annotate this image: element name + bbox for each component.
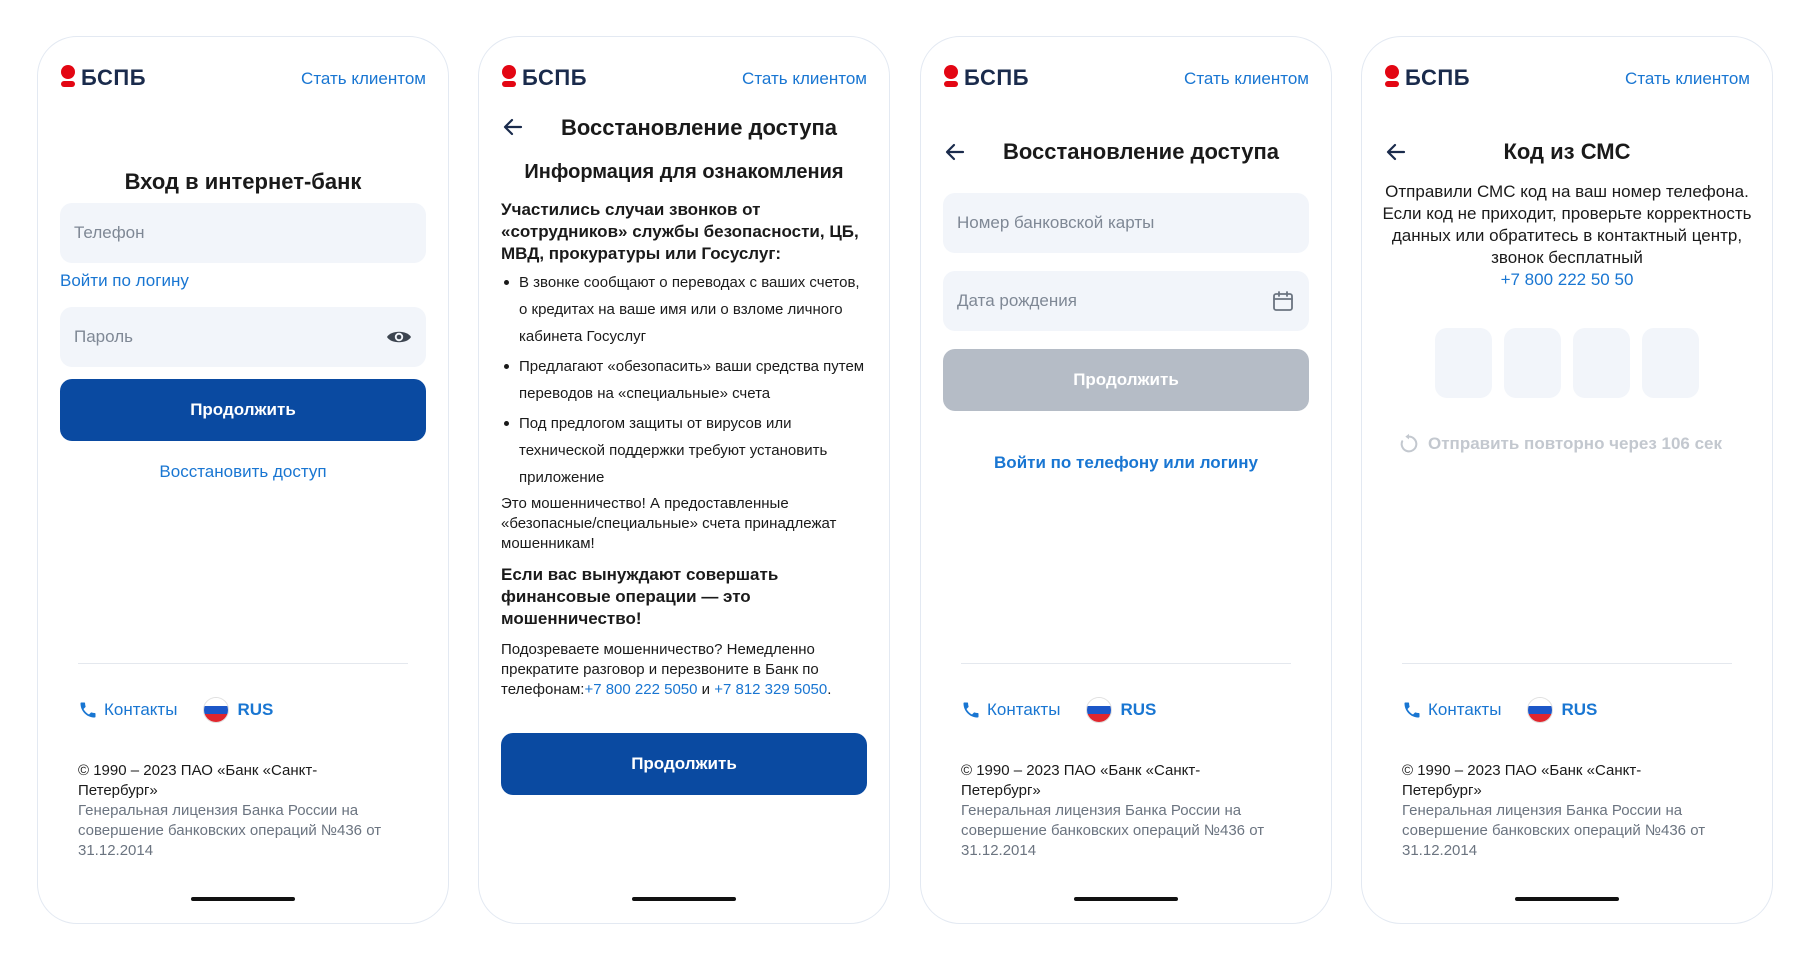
suspect-label: Подозреваете мошенничество? Немедленно прекратите разговор и перезвоните в Банк по телефонам: bbox=[501, 641, 819, 698]
become-client-link[interactable]: Стать клиентом bbox=[1625, 69, 1750, 88]
divider bbox=[961, 663, 1291, 664]
continue-button[interactable]: Продолжить bbox=[60, 379, 426, 441]
code-digit-box[interactable] bbox=[1573, 328, 1630, 398]
phone-icon bbox=[1402, 700, 1422, 720]
bank-logo[interactable] bbox=[1384, 65, 1470, 91]
list-item: Предлагают «обезопасить» ваши средства путем переводов на «специальные» счета bbox=[501, 353, 867, 407]
home-indicator bbox=[632, 897, 736, 901]
bank-logo[interactable] bbox=[501, 65, 587, 91]
login-by-phone-link[interactable]: Войти по телефону или логину bbox=[994, 453, 1258, 472]
and-text: и bbox=[701, 681, 711, 698]
suspect-text bbox=[501, 640, 867, 700]
contacts-label: Контакты bbox=[1428, 700, 1502, 719]
phone-link-1[interactable]: +7 800 222 5050 bbox=[584, 681, 698, 698]
sms-code-screen bbox=[1361, 36, 1773, 924]
russia-flag-icon bbox=[203, 697, 229, 723]
period: . bbox=[827, 681, 832, 698]
license-text: Генеральная лицензия Банка России на совершение банковских операций №436 от 31.12.2014 bbox=[78, 802, 382, 859]
page-title: Восстановление доступа bbox=[561, 115, 837, 140]
sms-message: Отправили СМС код на ваш номер телефона. Если код не приходит, проверьте корректность данных или обратитесь в контактный центр, звонок бесплатный bbox=[1382, 182, 1752, 267]
card-number-input[interactable] bbox=[957, 213, 1244, 233]
copyright-text: © 1990 – 2023 ПАО «Банк «Санкт-Петербург» bbox=[961, 762, 1201, 799]
language-label: RUS bbox=[1561, 700, 1598, 719]
restore-screen bbox=[920, 36, 1332, 924]
become-client-link[interactable]: Стать клиентом bbox=[1184, 69, 1309, 88]
login-by-username-link[interactable]: Войти по логину bbox=[60, 271, 189, 290]
copyright-text: © 1990 – 2023 ПАО «Банк «Санкт-Петербург» bbox=[78, 762, 318, 799]
license-text: Генеральная лицензия Банка России на совершение банковских операций №436 от 31.12.2014 bbox=[1402, 802, 1706, 859]
language-selector[interactable] bbox=[1527, 697, 1597, 723]
code-digit-box[interactable] bbox=[1435, 328, 1492, 398]
become-client-link[interactable]: Стать клиентом bbox=[742, 69, 867, 88]
list-item: Под предлогом защиты от вирусов или технической поддержки требуют установить приложение bbox=[501, 410, 867, 491]
refresh-icon bbox=[1398, 433, 1420, 455]
divider bbox=[1402, 663, 1732, 664]
footer-links bbox=[1402, 697, 1597, 723]
logo-text: БСПБ bbox=[81, 65, 147, 90]
continue-button[interactable]: Продолжить bbox=[501, 733, 867, 795]
home-indicator bbox=[1515, 897, 1619, 901]
copyright bbox=[1402, 761, 1712, 861]
become-client-link[interactable]: Стать клиентом bbox=[301, 69, 426, 88]
birth-date-field[interactable] bbox=[943, 271, 1309, 331]
russia-flag-icon bbox=[1527, 697, 1553, 723]
language-label: RUS bbox=[237, 700, 274, 719]
code-digit-box[interactable] bbox=[1504, 328, 1561, 398]
sms-code-input[interactable] bbox=[1362, 328, 1772, 398]
logo-text: БСПБ bbox=[964, 65, 1030, 90]
calendar-icon[interactable] bbox=[1271, 289, 1295, 313]
phone-field[interactable] bbox=[60, 203, 426, 263]
logo-text: БСПБ bbox=[1405, 65, 1471, 90]
contacts-label: Контакты bbox=[104, 700, 178, 719]
page-title: Вход в интернет-банк bbox=[124, 169, 362, 194]
show-password-icon[interactable] bbox=[386, 328, 412, 346]
restore-access-link[interactable]: Восстановить доступ bbox=[159, 462, 327, 481]
footer-links bbox=[78, 697, 273, 723]
login-screen bbox=[37, 36, 449, 924]
home-indicator bbox=[1074, 897, 1178, 901]
language-label: RUS bbox=[1120, 700, 1157, 719]
card-number-field[interactable] bbox=[943, 193, 1309, 253]
russia-flag-icon bbox=[1086, 697, 1112, 723]
contacts-link[interactable] bbox=[961, 700, 1060, 720]
language-selector[interactable] bbox=[203, 697, 273, 723]
copyright bbox=[78, 761, 388, 861]
logo-icon bbox=[60, 65, 76, 91]
contacts-link[interactable] bbox=[78, 700, 177, 720]
info-subtitle: Информация для ознакомления bbox=[524, 161, 844, 183]
license-text: Генеральная лицензия Банка России на совершение банковских операций №436 от 31.12.2014 bbox=[961, 802, 1265, 859]
logo-icon bbox=[943, 65, 959, 91]
phone-icon bbox=[961, 700, 981, 720]
warning-list bbox=[501, 269, 867, 491]
list-item: В звонке сообщают о переводах с ваших счетов, о кредитах на ваше имя или о взломе личного кабинета Госуслуг bbox=[501, 269, 867, 350]
page-title: Восстановление доступа bbox=[1003, 139, 1279, 164]
fraud-note: Это мошенничество! А предоставленные «безопасные/специальные» счета принадлежат мошенникам! bbox=[501, 495, 837, 552]
password-field[interactable] bbox=[60, 307, 426, 367]
footer-links bbox=[961, 697, 1156, 723]
password-input[interactable] bbox=[74, 327, 361, 347]
phone-icon bbox=[78, 700, 98, 720]
contacts-link[interactable] bbox=[1402, 700, 1501, 720]
info-screen bbox=[478, 36, 890, 924]
page-title: Код из СМС bbox=[1503, 139, 1631, 164]
warning-section bbox=[501, 199, 867, 700]
logo-icon bbox=[1384, 65, 1400, 91]
language-selector[interactable] bbox=[1086, 697, 1156, 723]
copyright-text: © 1990 – 2023 ПАО «Банк «Санкт-Петербург» bbox=[1402, 762, 1642, 799]
copyright bbox=[961, 761, 1271, 861]
birth-date-input[interactable] bbox=[957, 291, 1244, 311]
warning-heading: Участились случаи звонков от «сотрудников» службы безопасности, ЦБ, МВД, прокуратуры или Госуслуг: bbox=[501, 200, 859, 263]
divider bbox=[78, 663, 408, 664]
resend-label: Отправить повторно через 106 сек bbox=[1428, 434, 1723, 453]
home-indicator bbox=[191, 897, 295, 901]
phone-link-2[interactable]: +7 812 329 5050 bbox=[714, 681, 828, 698]
bank-logo[interactable] bbox=[943, 65, 1029, 91]
sms-instructions bbox=[1376, 181, 1758, 291]
bank-logo[interactable] bbox=[60, 65, 146, 91]
resend-code[interactable] bbox=[1398, 433, 1722, 455]
continue-button[interactable]: Продолжить bbox=[943, 349, 1309, 411]
phone-input[interactable] bbox=[74, 223, 361, 243]
contacts-label: Контакты bbox=[987, 700, 1061, 719]
hotline-phone-link[interactable]: +7 800 222 50 50 bbox=[1500, 270, 1634, 289]
forced-heading: Если вас вынуждают совершать финансовые операции — это мошенничество! bbox=[501, 565, 779, 628]
code-digit-box[interactable] bbox=[1642, 328, 1699, 398]
logo-icon bbox=[501, 65, 517, 91]
logo-text: БСПБ bbox=[522, 65, 588, 90]
